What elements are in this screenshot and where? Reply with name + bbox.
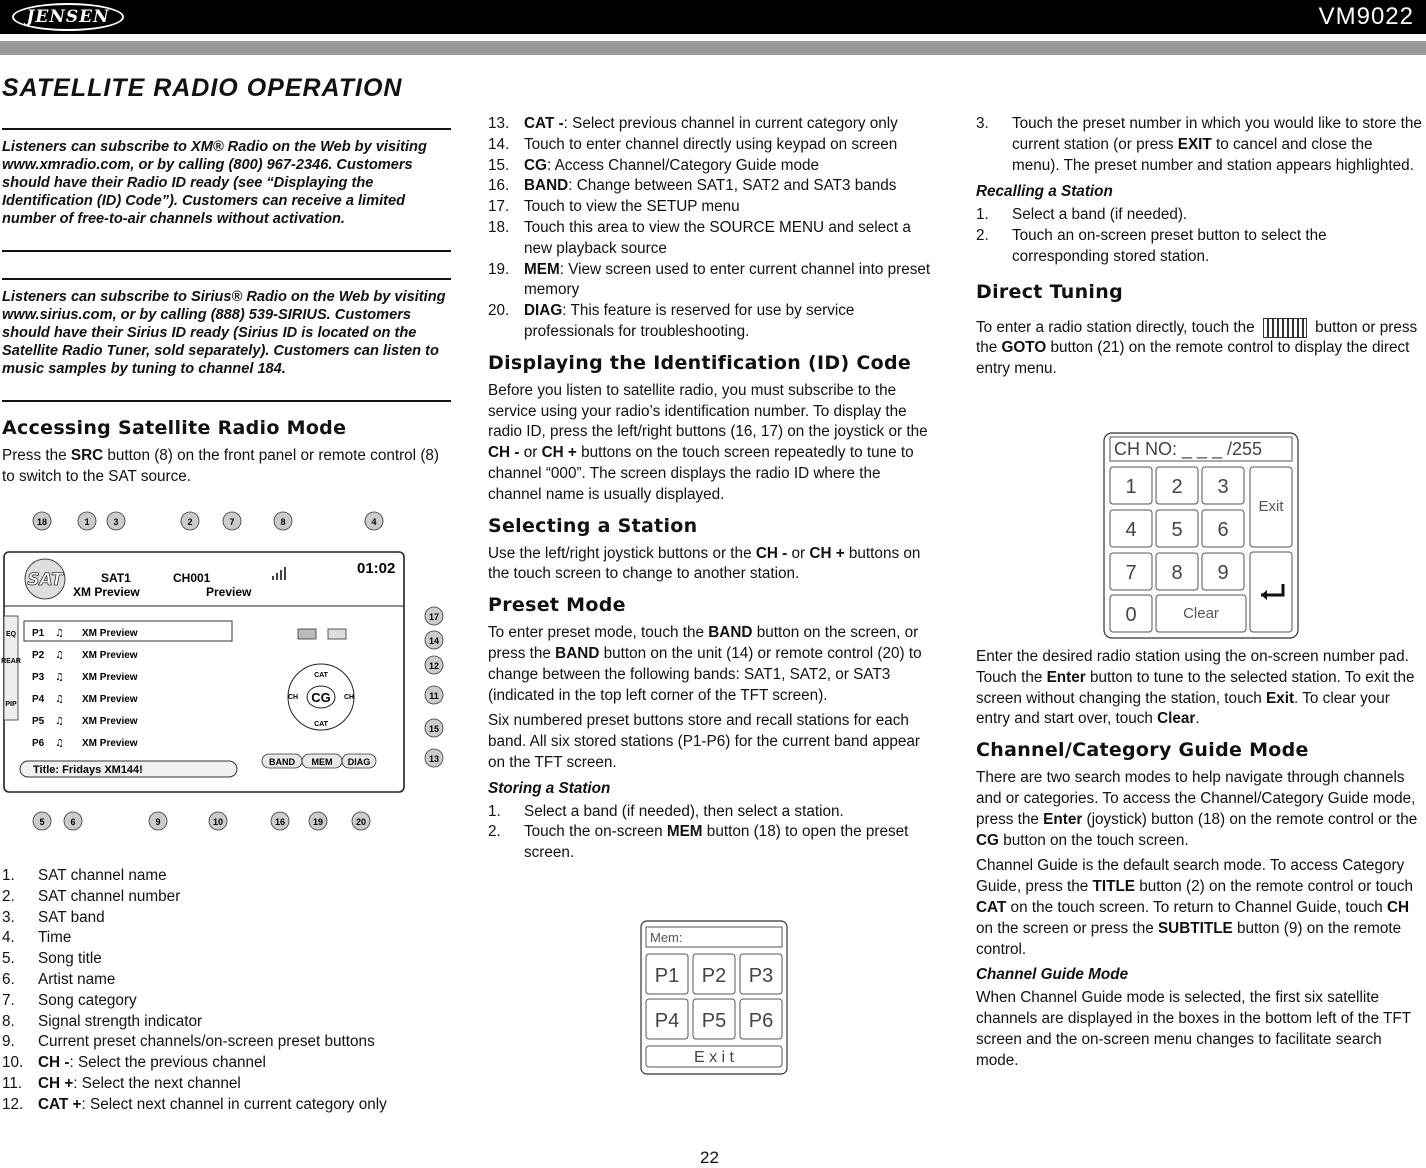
cat-minus-label: CAT bbox=[314, 721, 328, 728]
column-left bbox=[2, 128, 451, 493]
preset-name: XM Preview bbox=[82, 672, 138, 683]
callout-number: 20 bbox=[355, 817, 367, 827]
cg-button: CG bbox=[311, 690, 331, 705]
legend-item: 7. Song category bbox=[2, 991, 137, 1009]
music-note-icon: ♫ bbox=[55, 716, 64, 727]
page-title: SATELLITE RADIO OPERATION bbox=[2, 74, 403, 102]
legend-item: 15. CG: Access Channel/Category Guide mode bbox=[488, 156, 820, 174]
divider bbox=[2, 400, 451, 402]
keypad-key-label: 1 bbox=[1125, 476, 1137, 498]
storing-title: Storing a Station bbox=[488, 779, 611, 797]
header-divider bbox=[0, 41, 1426, 55]
keypad-key-label: 2 bbox=[1171, 476, 1183, 498]
accessing-text: Press the SRC button (8) on the front panel or remote control (8) to switch to the SAT source. bbox=[2, 447, 440, 485]
id-code-text: Before you listen to satellite radio, you must subscribe to the service using your radio’s identification number. To display the radio ID, press the left/right buttons (16, 17) on the joystick or the CH - or CH + buttons on the touch screen repeatedly to tune to channel “000”. The screen displays the radio ID where the channel name is usually displayed. bbox=[488, 381, 928, 503]
mem-preset-label: P4 bbox=[654, 1010, 680, 1032]
recall-title: Recalling a Station bbox=[976, 183, 1113, 201]
list-item: 3. Touch the preset number in which you would like to store the current station (or press EXIT to cancel and close the menu). The preset number and station appears highlighted. bbox=[976, 115, 1422, 174]
intro-sirius: Listeners can subscribe to Sirius® Radio on the Web by visiting www.sirius.com, or by calling (888) 539-SIRIUS. Customers should have their Sirius ID ready (Sirius ID is located on the Satellite Radio Tuner, sold separately). Customers can listen to music samples by tuning to channel 184. bbox=[2, 289, 446, 377]
section-title-guide: Channel/Category Guide Mode bbox=[976, 739, 1309, 762]
screen-title-text: Title: Fridays XM144! bbox=[33, 764, 143, 776]
keypad-key-label: 7 bbox=[1125, 562, 1137, 584]
keypad-clear: Clear bbox=[1183, 605, 1219, 622]
preset-label: P6 bbox=[32, 738, 45, 749]
callout-number: 13 bbox=[428, 754, 440, 764]
sat-screen-diagram bbox=[0, 508, 450, 838]
legend-item: 20. DIAG: This feature is reserved for use by service professionals for troubleshooting. bbox=[488, 302, 855, 340]
preset-label: P5 bbox=[32, 716, 45, 727]
ch-plus-label: CH bbox=[343, 694, 355, 701]
model-number: VM9022 bbox=[1318, 3, 1414, 30]
preset-name: XM Preview bbox=[82, 628, 138, 639]
preset-name: XM Preview bbox=[82, 716, 138, 727]
callout-number: 18 bbox=[36, 517, 48, 527]
preset-text-2: Six numbered preset buttons store and recall stations for each band. All six stored stations (P1-P6) for the current band appear on the TFT screen. bbox=[488, 712, 920, 771]
mem-preset-label: P5 bbox=[701, 1010, 727, 1032]
keypad-key-label: 5 bbox=[1171, 519, 1183, 541]
section-title-preset: Preset Mode bbox=[488, 594, 626, 617]
screen-artist: XM Preview bbox=[73, 585, 140, 599]
selecting-text: Use the left/right joystick buttons or the CH - or CH + buttons on the touch screen to change to another station. bbox=[488, 544, 921, 583]
divider bbox=[2, 250, 451, 252]
mem-button: MEM bbox=[311, 757, 333, 767]
preset-name: XM Preview bbox=[82, 738, 138, 749]
mem-preset-label: P2 bbox=[701, 965, 727, 987]
keypad-key-label: 3 bbox=[1217, 476, 1229, 498]
legend-item: 8. Signal strength indicator bbox=[2, 1012, 203, 1030]
keypad-key-label: 6 bbox=[1217, 519, 1229, 541]
callout-number: 7 bbox=[229, 517, 235, 527]
guide-mode-title: Channel Guide Mode bbox=[976, 966, 1129, 984]
legend-item: 5. Song title bbox=[2, 950, 102, 968]
callout-number: 5 bbox=[39, 817, 45, 827]
header-bar bbox=[0, 0, 1426, 34]
list-item: 1. Select a band (if needed). bbox=[976, 206, 1188, 224]
intro-xm: Listeners can subscribe to XM® Radio on the Web by visiting www.xmradio.com, or by calling (800) 967-2346. Customers should have their Radio ID ready (see “Displaying the Identification (ID) Code”). Customers can receive a limited number of free-to-air channels without activation. bbox=[2, 139, 427, 227]
mem-preset-label: P3 bbox=[748, 965, 774, 987]
list-item: 2. Touch an on-screen preset button to select the corresponding stored station. bbox=[976, 226, 1327, 265]
callout-number: 14 bbox=[428, 636, 440, 646]
preset-text-1: To enter preset mode, touch the BAND button on the screen, or press the BAND button on the unit (14) or remote control (20) to change between the following bands: SAT1, SAT2, or SAT3 (indicated in the top left corner of the TFT screen). bbox=[488, 624, 922, 704]
preset-label: P3 bbox=[32, 672, 45, 683]
music-note-icon: ♫ bbox=[55, 694, 64, 705]
keypad-key-label: 9 bbox=[1217, 562, 1229, 584]
preset-name: XM Preview bbox=[82, 694, 138, 705]
diag-button: DIAG bbox=[347, 757, 371, 767]
section-title-selecting: Selecting a Station bbox=[488, 514, 698, 537]
guide-text-3: When Channel Guide mode is selected, the first six satellite channels are displayed in the boxes in the bottom left of the TFT screen and the on-screen menu changes to facilitate search mode. bbox=[976, 989, 1411, 1069]
preset-label: P1 bbox=[32, 628, 45, 639]
ch-minus-label: CH bbox=[287, 694, 299, 701]
callout-number: 17 bbox=[428, 612, 440, 622]
legend-item: 3. SAT band bbox=[2, 908, 105, 926]
jensen-logo: JENSEN bbox=[12, 3, 124, 31]
section-title-direct: Direct Tuning bbox=[976, 280, 1123, 303]
keypad-key-label: 8 bbox=[1171, 562, 1183, 584]
divider bbox=[2, 278, 451, 280]
mem-label: Mem: bbox=[650, 930, 683, 945]
legend-item: 18. Touch this area to view the SOURCE MENU and select a new playback source bbox=[488, 218, 911, 257]
keypad-display: CH NO: _ _ _ /255 bbox=[1114, 439, 1263, 459]
callout-number: 2 bbox=[187, 517, 193, 527]
keypad-icon bbox=[1263, 318, 1307, 338]
legend-item: 16. BAND: Change between SAT1, SAT2 and SAT3 bands bbox=[488, 177, 897, 195]
section-title-accessing: Accessing Satellite Radio Mode bbox=[2, 417, 347, 439]
direct-keypad-screen bbox=[1103, 432, 1299, 639]
section-title-id-code: Displaying the Identification (ID) Code bbox=[488, 351, 912, 374]
music-note-icon: ♫ bbox=[55, 650, 64, 661]
sat-logo: SAT bbox=[27, 570, 63, 590]
page-number: 22 bbox=[700, 1148, 719, 1167]
legend-item: 13. CAT -: Select previous channel in current category only bbox=[488, 115, 898, 132]
callout-number: 3 bbox=[113, 517, 119, 527]
screen-song: Preview bbox=[206, 585, 252, 599]
list-item: 1. Select a band (if needed), then select a station. bbox=[488, 802, 844, 820]
guide-text-2: Channel Guide is the default search mode. To access Category Guide, press the TITLE button (2) on the remote control or touch CAT on the touch screen. To return to Channel Guide, touch CH on the screen or press the SUBTITLE button (9) on the remote control. bbox=[976, 857, 1414, 958]
legend-item: 14. Touch to enter channel directly using keypad on screen bbox=[488, 135, 898, 153]
divider bbox=[2, 128, 451, 130]
legend-item: 11. CH +: Select the next channel bbox=[2, 1074, 241, 1092]
mem-preset-screen bbox=[640, 920, 788, 1075]
legend-item: 1. SAT channel name bbox=[2, 867, 167, 884]
music-note-icon: ♫ bbox=[55, 738, 64, 749]
direct-text-1: To enter a radio station directly, touch the button or press the GOTO button (21) on the remote control to display the direct entry menu. bbox=[976, 318, 1418, 378]
screen-channel: CH001 bbox=[173, 571, 211, 585]
mem-preset-label: P6 bbox=[748, 1010, 774, 1032]
side-eq: EQ bbox=[5, 631, 17, 638]
keypad-key-label: 4 bbox=[1125, 519, 1137, 541]
preset-label: P4 bbox=[32, 694, 45, 705]
legend-item: 10. CH -: Select the previous channel bbox=[2, 1054, 266, 1072]
callout-number: 16 bbox=[274, 817, 286, 827]
preset-label: P2 bbox=[32, 650, 45, 661]
legend-list-b bbox=[488, 114, 938, 343]
legend-item: 12. CAT +: Select next channel in current category only bbox=[2, 1095, 387, 1113]
legend-item: 4. Time bbox=[2, 929, 72, 947]
music-note-icon: ♫ bbox=[55, 628, 64, 639]
music-note-icon: ♫ bbox=[55, 672, 64, 683]
callout-number: 11 bbox=[429, 691, 439, 701]
callout-number: 12 bbox=[428, 661, 440, 671]
column-middle bbox=[488, 114, 938, 864]
callout-number: 19 bbox=[312, 817, 324, 827]
callout-number: 6 bbox=[70, 817, 76, 827]
callout-number: 1 bbox=[84, 517, 90, 527]
callout-number: 8 bbox=[280, 517, 286, 527]
callout-number: 9 bbox=[155, 817, 161, 827]
legend-item: 9. Current preset channels/on-screen preset buttons bbox=[2, 1033, 375, 1051]
side-pip: PIP bbox=[5, 701, 17, 708]
callout-number: 10 bbox=[212, 817, 224, 827]
legend-item: 19. MEM: View screen used to enter current channel into preset memory bbox=[488, 260, 931, 299]
callout-number: 15 bbox=[428, 724, 440, 734]
side-rear: REAR bbox=[1, 658, 21, 665]
band-button: BAND bbox=[269, 757, 295, 767]
mem-preset-label: P1 bbox=[654, 965, 680, 987]
direct-text-2: Enter the desired radio station using the on-screen number pad. Touch the Enter button to tune to the selected station. To exit the screen without changing the station, touch Exit. To clear your entry and start over, touch Clear. bbox=[976, 648, 1415, 728]
callout-number: 4 bbox=[371, 517, 377, 527]
legend-item: 2. SAT channel number bbox=[2, 887, 181, 905]
legend-list-a bbox=[2, 866, 451, 1116]
legend-item: 6. Artist name bbox=[2, 970, 116, 988]
screen-time: 01:02 bbox=[357, 560, 396, 577]
preset-name: XM Preview bbox=[82, 650, 138, 661]
keypad-exit: Exit bbox=[1258, 498, 1284, 515]
guide-text-1: There are two search modes to help navigate through channels and or categories. To access the Channel/Category Guide mode, press the Enter (joystick) button (18) on the remote control or the CG button on the touch screen. bbox=[976, 769, 1418, 849]
list-item: 2. Touch the on-screen MEM button (18) to open the preset screen. bbox=[488, 823, 909, 862]
cat-plus-label: CAT bbox=[314, 672, 328, 679]
legend-item: 17. Touch to view the SETUP menu bbox=[488, 198, 740, 216]
screen-band: SAT1 bbox=[101, 571, 131, 585]
mem-exit-button: E x i t bbox=[693, 1049, 735, 1066]
keypad-key-label: 0 bbox=[1125, 604, 1137, 626]
